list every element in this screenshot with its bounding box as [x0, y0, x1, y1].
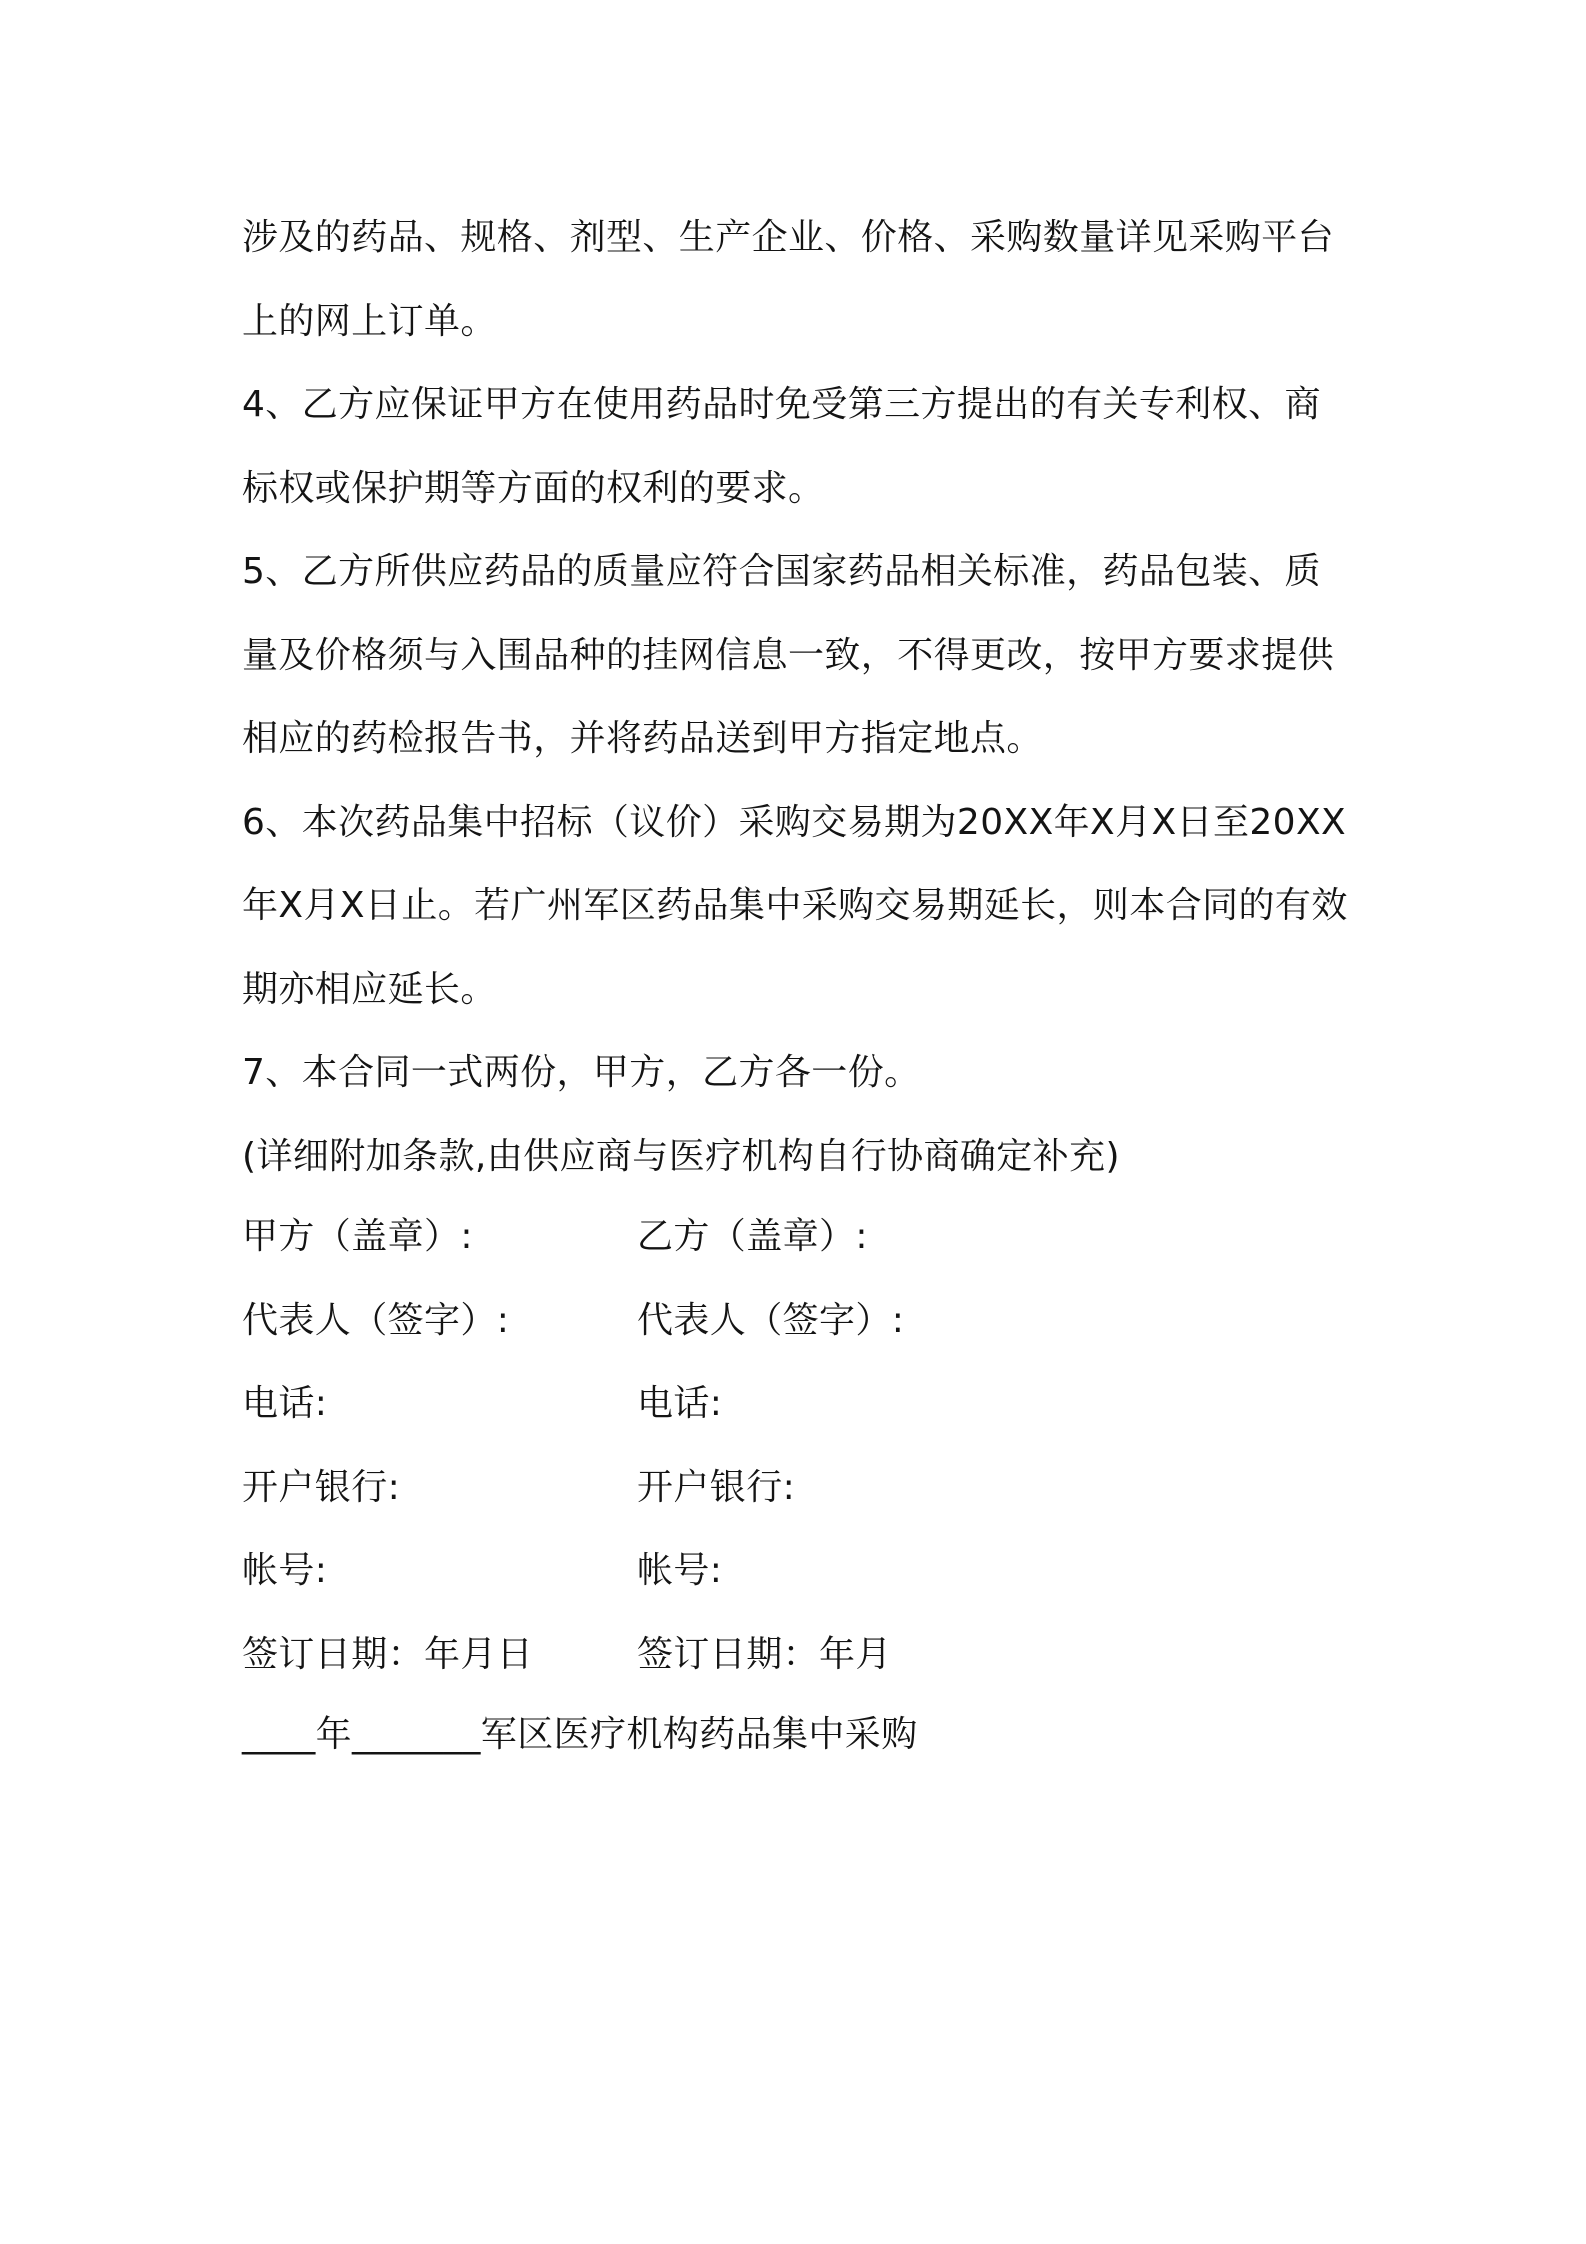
signature-row-bank — [242, 1443, 1342, 1527]
party-b-date-label: 签订日期：年月 — [637, 1633, 892, 1675]
signature-row-representative — [242, 1276, 1342, 1360]
paragraph-clause-7: 7、本合同一式两份，甲方，乙方各一份。 — [242, 1052, 921, 1093]
signature-block — [242, 1192, 1342, 1693]
party-b-account-label: 帐号: — [637, 1550, 723, 1592]
signature-row-seal — [242, 1192, 1342, 1276]
party-a-phone-label: 电话: — [242, 1383, 328, 1425]
party-a-seal-label: 甲方（盖章）: — [242, 1216, 473, 1258]
procurement-title-line: ____年_______军区医疗机构药品集中采购 — [242, 1714, 918, 1755]
signature-row-date — [242, 1610, 1342, 1694]
party-a-account-label: 帐号: — [242, 1550, 328, 1592]
party-b-phone-label: 电话: — [637, 1383, 723, 1425]
signature-row-account — [242, 1526, 1342, 1610]
paragraph-additional-terms: (详细附加条款,由供应商与医疗机构自行协商确定补充) — [242, 1135, 1120, 1177]
paragraph-clause-4: 4、乙方应保证甲方在使用药品时免受第三方提出的有关专利权、商标权或保护期等方面的权利的要求。 — [242, 384, 1321, 509]
party-b-seal-label: 乙方（盖章）: — [637, 1216, 868, 1258]
paragraph-clause-5: 5、乙方所供应药品的质量应符合国家药品相关标准，药品包装、质量及价格须与入围品种的挂网信息一致，不得更改，按甲方要求提供相应的药检报告书，并将药品送到甲方指定地点。 — [242, 551, 1335, 759]
party-b-representative-label: 代表人（签字）: — [637, 1299, 905, 1341]
party-a-bank-label: 开户银行: — [242, 1466, 401, 1508]
party-a-representative-label: 代表人（签字）: — [242, 1299, 510, 1341]
paragraph-clause-6: 6、本次药品集中招标（议价）采购交易期为20XX年X月X日至20XX年X月X日止。若广州军区药品集中采购交易期延长，则本合同的有效期亦相应延长。 — [242, 801, 1348, 1010]
signature-row-phone — [242, 1359, 1342, 1443]
party-a-date-label: 签订日期：年月日 — [242, 1633, 534, 1675]
party-b-bank-label: 开户银行: — [637, 1466, 796, 1508]
paragraph-order-details: 涉及的药品、规格、剂型、生产企业、价格、采购数量详见采购平台上的网上订单。 — [242, 217, 1335, 342]
contract-body — [242, 196, 1352, 1198]
